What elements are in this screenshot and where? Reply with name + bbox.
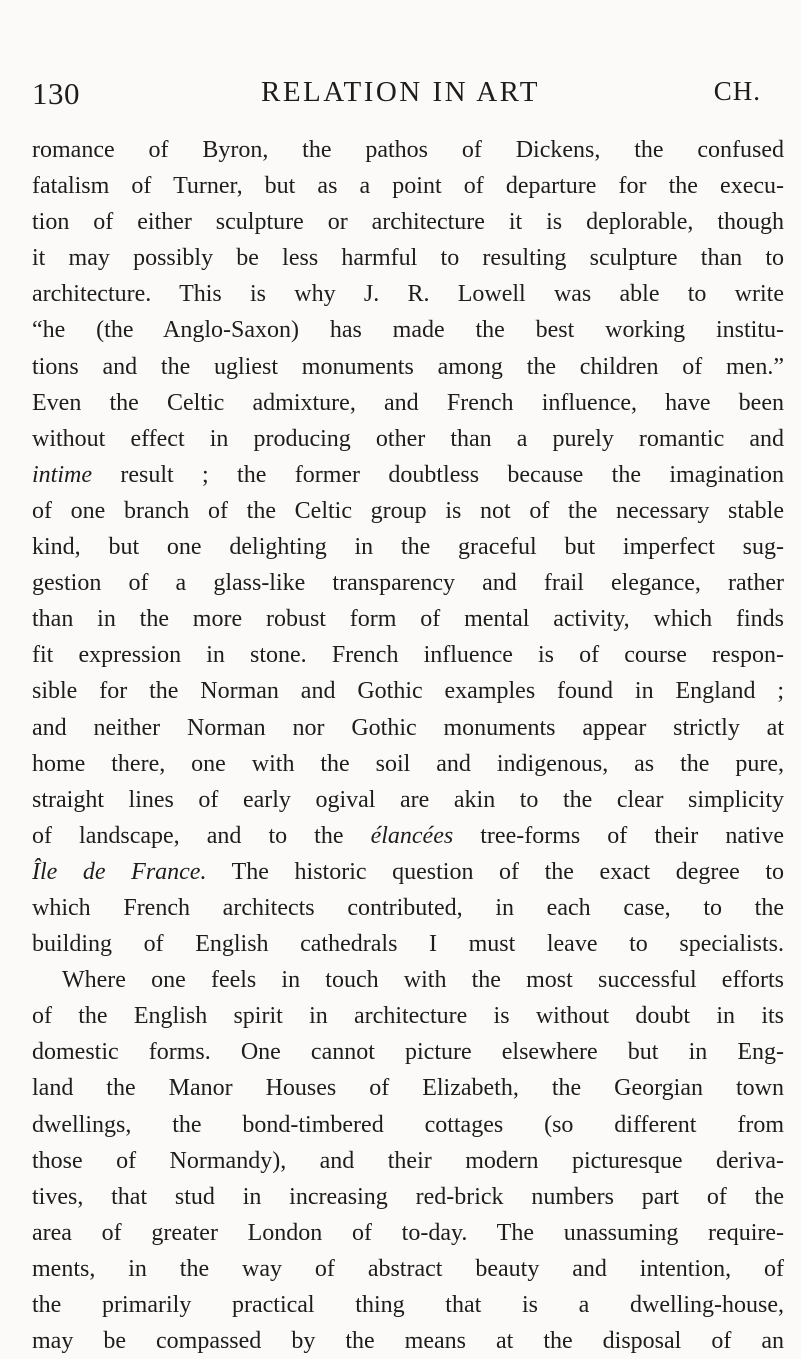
text-line: kind, but one delighting in the graceful but imperfect sug- — [32, 534, 784, 561]
text-line: domestic forms. One cannot picture elsewhere but in Eng- — [32, 1039, 784, 1066]
chapter-mark: CH. — [713, 76, 761, 106]
text-line — [32, 818, 784, 854]
text-line: area of greater London of to-day. The unassuming require- — [32, 1219, 784, 1246]
text-line: dwellings, the bond-timbered cottages (so different from — [32, 1111, 784, 1138]
text-line — [32, 854, 784, 890]
text-line: those of Normandy), and their modern picturesque deriva- — [32, 1147, 784, 1174]
text-line: without effect in producing other than a purely romantic and — [32, 425, 784, 452]
text-run: The historic question of the exact degree to — [206, 858, 784, 885]
running-head — [0, 76, 801, 112]
text-line: romance of Byron, the pathos of Dickens, the confused — [32, 137, 784, 163]
text-run: result ; the former doubtless because the imagination — [92, 461, 784, 488]
text-line: of the English spirit in architecture is without doubt in its — [32, 1003, 784, 1030]
italic-phrase: Île de France. — [32, 858, 207, 885]
page-number: 130 — [32, 76, 80, 111]
text-line: of one branch of the Celtic group is not of the necessary stable — [32, 497, 784, 524]
text-line — [32, 457, 784, 493]
text-line: the primarily practical thing that is a dwelling-house, — [32, 1292, 784, 1318]
text-run: of landscape, and to the — [32, 822, 371, 849]
text-line: fatalism of Turner, but as a point of departure for the execu- — [32, 173, 784, 200]
text-line: straight lines of early ogival are akin to the clear simplicity — [32, 786, 784, 813]
text-line: tions and the ugliest monuments among the children of men.” — [32, 353, 784, 380]
text-line: tion of either sculpture or architecture it is deplorable, though — [32, 209, 784, 236]
running-title: RELATION IN ART — [260, 76, 540, 108]
text-line: home there, one with the soil and indigenous, as the pure, — [32, 750, 784, 777]
italic-phrase: intime — [32, 461, 92, 488]
text-line: which French architects contributed, in each case, to the — [32, 894, 784, 921]
text-line: land the Manor Houses of Elizabeth, the Georgian town — [32, 1075, 784, 1102]
text-line: ments, in the way of abstract beauty and intention, of — [32, 1255, 784, 1282]
body-text — [32, 132, 784, 1359]
text-line: it may possibly be less harmful to resulting sculpture than to — [32, 245, 784, 272]
text-line: architecture. This is why J. R. Lowell was able to write — [32, 281, 784, 308]
text-run: tree-forms of their native — [453, 822, 784, 849]
text-line: and neither Norman nor Gothic monuments appear strictly at — [32, 714, 784, 741]
text-line-paragraph-start: Where one feels in touch with the most successful efforts — [62, 967, 784, 994]
text-line: “he (the Anglo-Saxon) has made the best working institu- — [32, 317, 784, 344]
text-line: fit expression in stone. French influence is of course respon- — [32, 642, 784, 669]
text-line: Even the Celtic admixture, and French influence, have been — [32, 389, 784, 416]
text-line: gestion of a glass-like transparency and frail elegance, rather — [32, 570, 784, 597]
text-line: may be compassed by the means at the disposal of an — [32, 1328, 784, 1355]
text-line: than in the more robust form of mental activity, which finds — [32, 606, 784, 633]
text-line: sible for the Norman and Gothic examples found in England ; — [32, 678, 784, 705]
text-line: building of English cathedrals I must leave to specialists. — [32, 931, 784, 958]
text-line: tives, that stud in increasing red-brick numbers part of the — [32, 1183, 784, 1210]
italic-phrase: élancées — [370, 822, 454, 849]
